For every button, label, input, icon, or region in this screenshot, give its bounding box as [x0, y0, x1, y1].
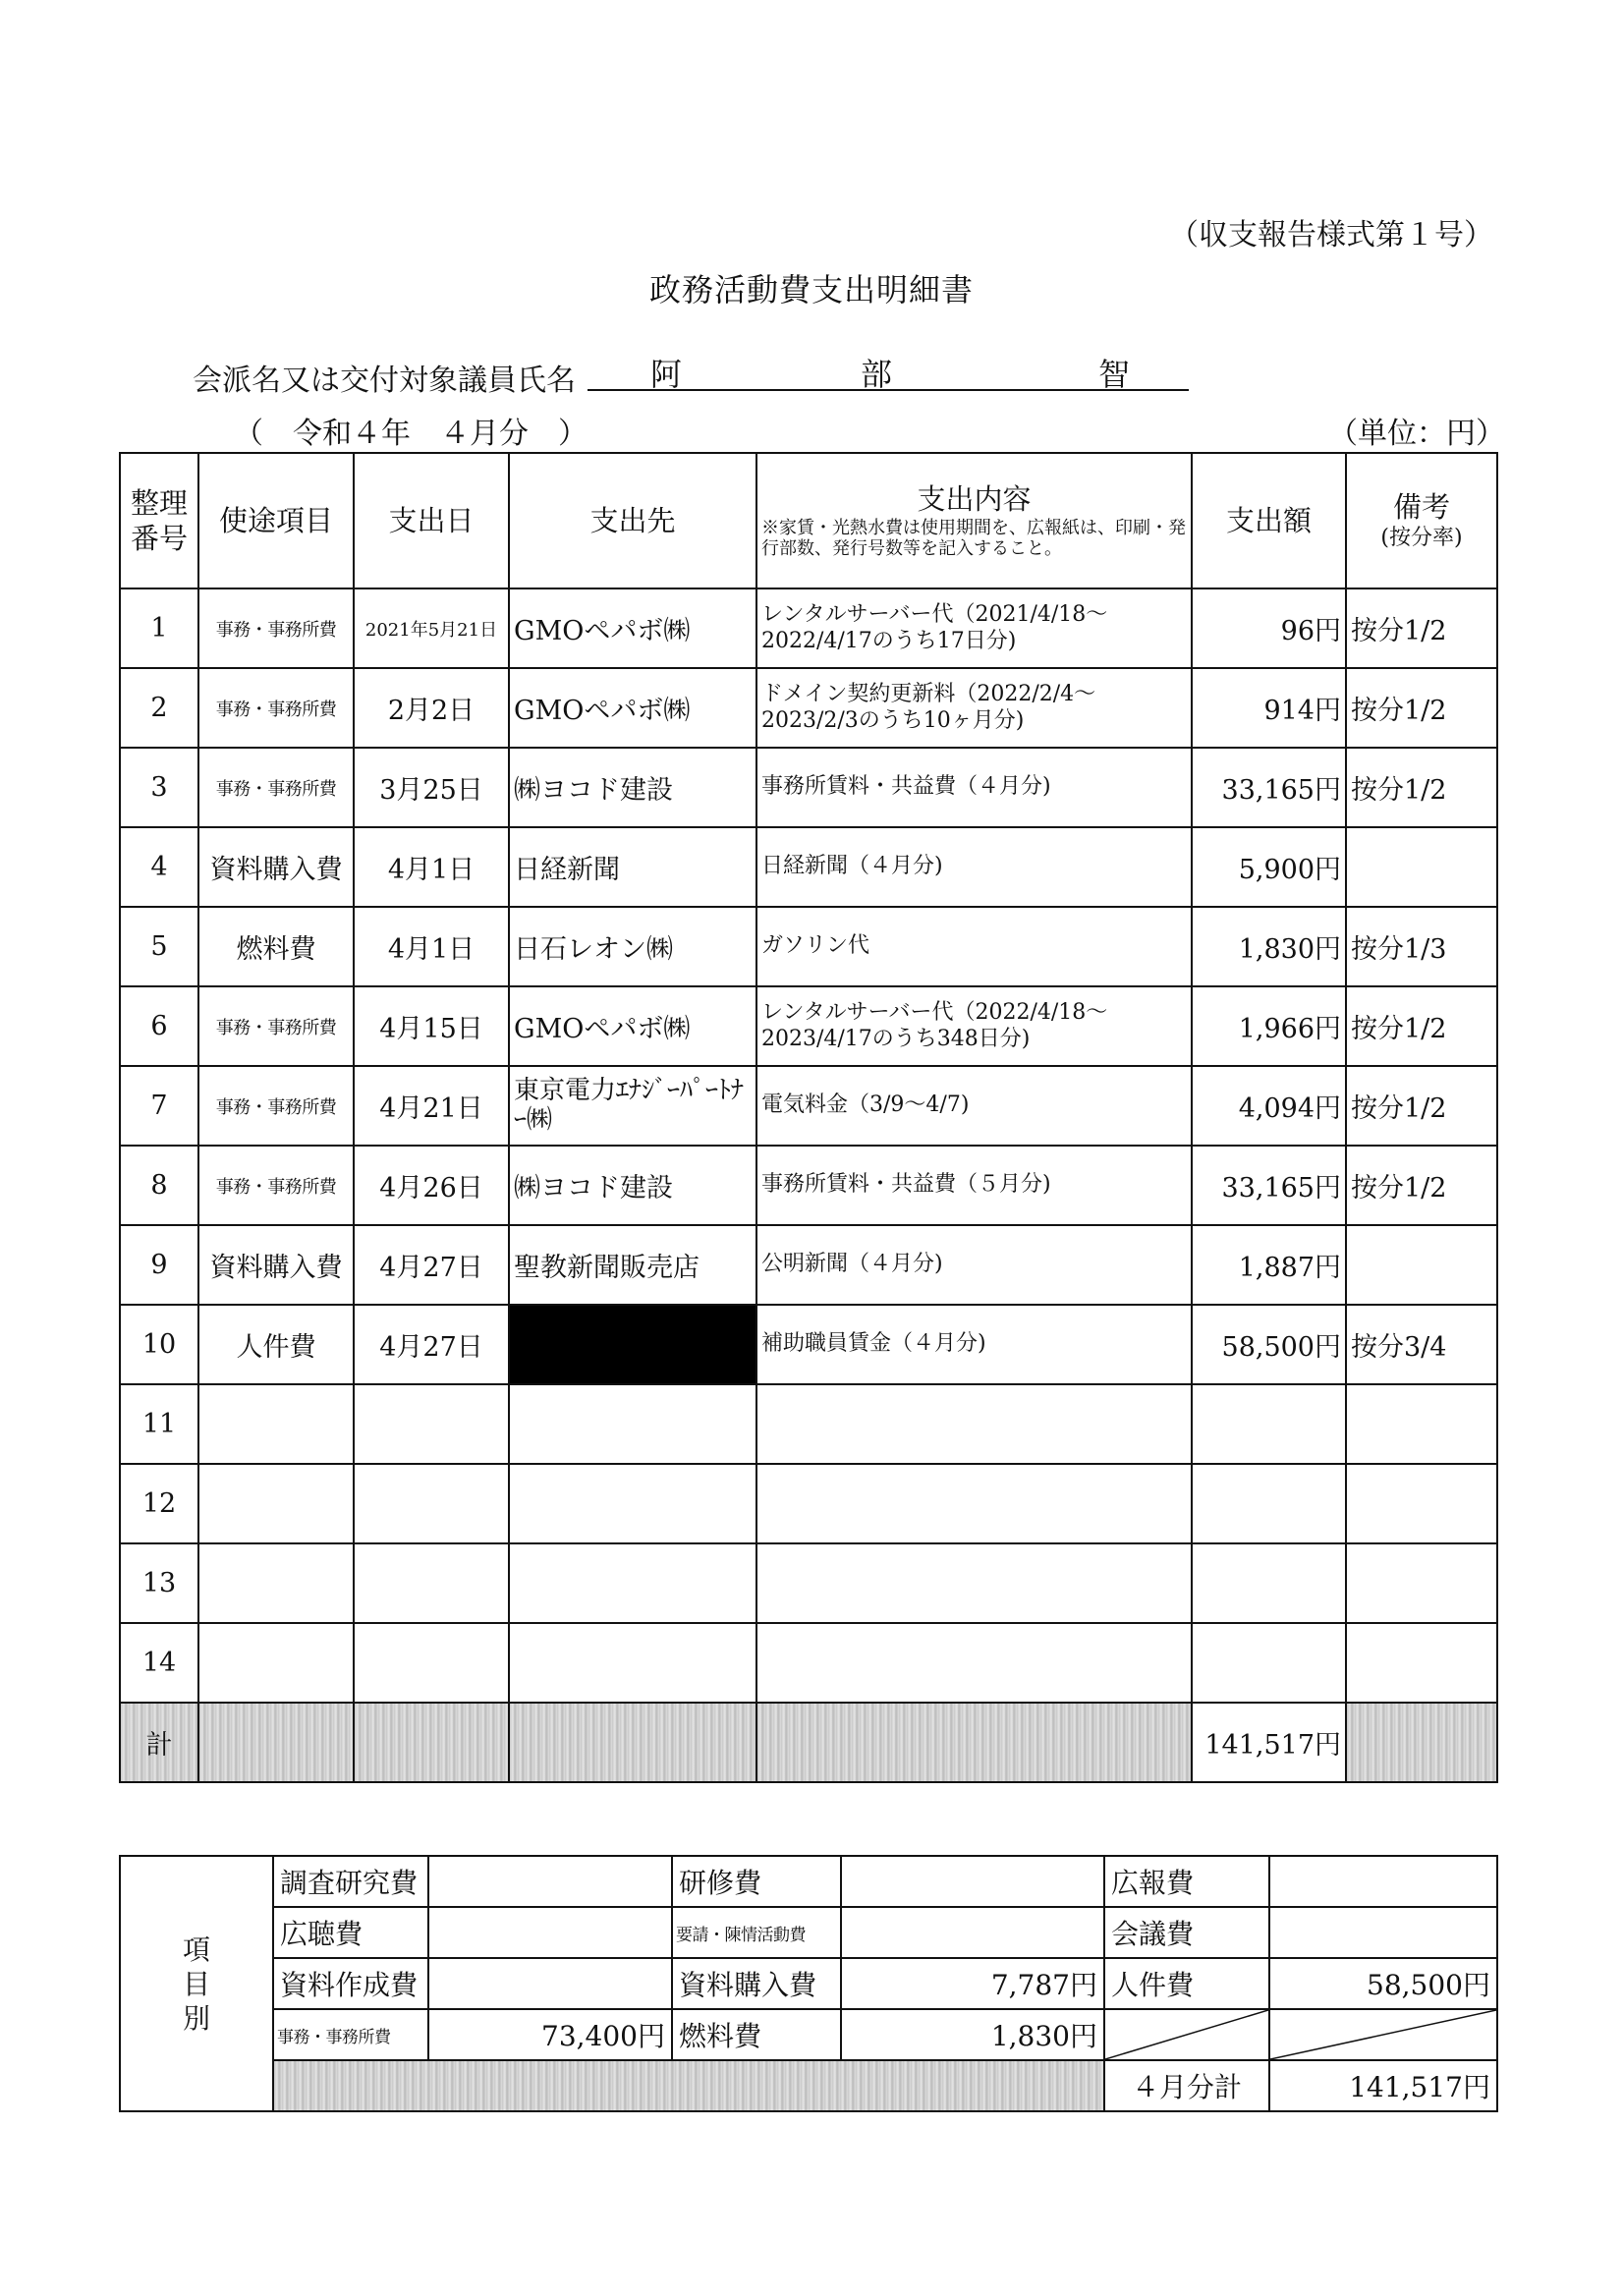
document-title: 政務活動費支出明細書: [648, 271, 974, 308]
unit-label: （単位：円）: [1328, 417, 1505, 451]
row-description: 補助職員賃金（４月分): [756, 1305, 1192, 1384]
diagonal-line: [1270, 2010, 1496, 2059]
row-description: [756, 1623, 1192, 1703]
table-row: [120, 588, 1497, 668]
category-label: 広聴費: [273, 1907, 428, 1958]
row-payee: [509, 1464, 756, 1543]
row-amount: 1,887円: [1192, 1225, 1346, 1305]
table-row: [120, 827, 1497, 907]
member-name-field: [588, 350, 1189, 391]
row-description: 事務所賃料・共益費（４月分): [756, 748, 1192, 827]
row-date: 3月25日: [354, 748, 509, 827]
category-value: [1269, 1907, 1497, 1958]
table-row: [120, 748, 1497, 827]
header-no: 整理番号: [120, 453, 198, 588]
row-date: [354, 1623, 509, 1703]
row-description: [756, 1543, 1192, 1623]
row-date: 4月1日: [354, 827, 509, 907]
row-description: レンタルサーバー代（2022/4/18～2023/4/17のうち348日分): [756, 986, 1192, 1066]
category-value: [428, 1958, 672, 2009]
diagonal-blank-cell: [1104, 2009, 1269, 2060]
row-purpose: 資料購入費: [198, 827, 354, 907]
total-amount: 141,517円: [1192, 1703, 1346, 1782]
row-purpose: 資料購入費: [198, 1225, 354, 1305]
category-label: 調査研究費: [273, 1856, 428, 1907]
category-label: 燃料費: [672, 2009, 841, 2060]
row-remarks: 按分1/2: [1346, 1146, 1497, 1225]
member-name-label: 会派名又は交付対象議員氏名: [193, 364, 576, 398]
row-date: [354, 1543, 509, 1623]
row-description: 公明新聞（４月分): [756, 1225, 1192, 1305]
row-remarks: [1346, 1543, 1497, 1623]
row-purpose: 事務・事務所費: [198, 588, 354, 668]
category-label: 人件費: [1104, 1958, 1269, 2009]
row-description: [756, 1464, 1192, 1543]
table-row: [120, 986, 1497, 1066]
category-value: 73,400円: [428, 2009, 672, 2060]
table-row: [120, 1384, 1497, 1464]
table-row: [120, 1146, 1497, 1225]
header-amount: 支出額: [1192, 453, 1346, 588]
row-description: 日経新聞（４月分): [756, 827, 1192, 907]
header-remarks: [1346, 453, 1497, 588]
row-number: 9: [120, 1225, 198, 1305]
category-label: 研修費: [672, 1856, 841, 1907]
header-description-title: 支出内容: [917, 482, 1032, 517]
redacted-payee: [509, 1305, 756, 1384]
row-purpose: 事務・事務所費: [198, 1146, 354, 1225]
shaded-cell: [756, 1703, 1192, 1782]
category-value: [428, 1907, 672, 1958]
total-row: [120, 1703, 1497, 1782]
row-payee: GMOペパボ㈱: [509, 668, 756, 748]
row-date: 4月27日: [354, 1305, 509, 1384]
header-payee: 支出先: [509, 453, 756, 588]
row-date: [354, 1384, 509, 1464]
row-date: 2月2日: [354, 668, 509, 748]
table-row: [120, 1066, 1497, 1146]
row-description: ドメイン契約更新料（2022/2/4～2023/2/3のうち10ヶ月分): [756, 668, 1192, 748]
row-remarks: 按分1/3: [1346, 907, 1497, 986]
row-number: 4: [120, 827, 198, 907]
row-purpose: [198, 1623, 354, 1703]
category-row-header-text: 項目別: [182, 1932, 210, 2035]
row-purpose: 事務・事務所費: [198, 986, 354, 1066]
row-purpose: 人件費: [198, 1305, 354, 1384]
row-purpose: 事務・事務所費: [198, 1066, 354, 1146]
row-number: 11: [120, 1384, 198, 1464]
category-label: 資料購入費: [672, 1958, 841, 2009]
shaded-cell: [273, 2060, 1104, 2111]
row-remarks: [1346, 1225, 1497, 1305]
expense-table: [119, 452, 1498, 1783]
row-number: 3: [120, 748, 198, 827]
row-date: 4月15日: [354, 986, 509, 1066]
header-remarks-title: 備考: [1392, 490, 1450, 525]
row-payee: GMOペパボ㈱: [509, 588, 756, 668]
category-value: 58,500円: [1269, 1958, 1497, 2009]
row-purpose: [198, 1384, 354, 1464]
row-amount: [1192, 1623, 1346, 1703]
row-remarks: [1346, 1464, 1497, 1543]
row-amount: 5,900円: [1192, 827, 1346, 907]
row-payee: [509, 1384, 756, 1464]
header-description: [756, 453, 1192, 588]
table-row: [120, 1464, 1497, 1543]
row-payee: [509, 1543, 756, 1623]
row-remarks: [1346, 1623, 1497, 1703]
row-description: レンタルサーバー代（2021/4/18～2022/4/17のうち17日分): [756, 588, 1192, 668]
row-amount: [1192, 1384, 1346, 1464]
row-remarks: 按分3/4: [1346, 1305, 1497, 1384]
shaded-cell: [198, 1703, 354, 1782]
row-amount: 1,966円: [1192, 986, 1346, 1066]
row-number: 5: [120, 907, 198, 986]
row-payee: GMOペパボ㈱: [509, 986, 756, 1066]
row-number: 6: [120, 986, 198, 1066]
table-row: [120, 668, 1497, 748]
member-name-char: 部: [861, 356, 893, 393]
row-remarks: 按分1/2: [1346, 986, 1497, 1066]
shaded-cell: [509, 1703, 756, 1782]
row-amount: 4,094円: [1192, 1066, 1346, 1146]
row-payee: ㈱ヨコド建設: [509, 748, 756, 827]
row-date: 4月21日: [354, 1066, 509, 1146]
header-remarks-sub: (按分率): [1380, 526, 1463, 551]
category-value: [841, 1856, 1104, 1907]
month-total-value: 141,517円: [1269, 2060, 1497, 2111]
row-payee: 日石レオン㈱: [509, 907, 756, 986]
row-number: 13: [120, 1543, 198, 1623]
row-number: 1: [120, 588, 198, 668]
row-remarks: 按分1/2: [1346, 1066, 1497, 1146]
row-payee: [509, 1623, 756, 1703]
row-purpose: 燃料費: [198, 907, 354, 986]
row-description: 電気料金（3/9～4/7): [756, 1066, 1192, 1146]
header-date: 支出日: [354, 453, 509, 588]
row-amount: 58,500円: [1192, 1305, 1346, 1384]
row-date: 4月1日: [354, 907, 509, 986]
row-number: 2: [120, 668, 198, 748]
row-number: 10: [120, 1305, 198, 1384]
row-date: [354, 1464, 509, 1543]
category-row-header: [120, 1856, 273, 2111]
row-remarks: 按分1/2: [1346, 668, 1497, 748]
row-description: 事務所賃料・共益費（５月分): [756, 1146, 1192, 1225]
row-amount: 33,165円: [1192, 748, 1346, 827]
category-summary-table: [119, 1855, 1498, 2112]
member-name-char: 智: [1098, 356, 1131, 393]
category-label: 資料作成費: [273, 1958, 428, 2009]
row-number: 7: [120, 1066, 198, 1146]
report-period: （ 令和４年 ４月分 ）: [234, 417, 588, 451]
category-value: [428, 1856, 672, 1907]
category-label: 広報費: [1104, 1856, 1269, 1907]
row-purpose: 事務・事務所費: [198, 668, 354, 748]
shaded-cell: [1346, 1703, 1497, 1782]
row-amount: 33,165円: [1192, 1146, 1346, 1225]
row-number: 8: [120, 1146, 198, 1225]
row-amount: [1192, 1543, 1346, 1623]
category-label: 会議費: [1104, 1907, 1269, 1958]
member-name-char: 阿: [650, 356, 683, 393]
row-description: [756, 1384, 1192, 1464]
header-purpose: 使途項目: [198, 453, 354, 588]
category-value: [1269, 1856, 1497, 1907]
category-label: 要請・陳情活動費: [672, 1907, 841, 1958]
row-remarks: [1346, 827, 1497, 907]
shaded-cell: [354, 1703, 509, 1782]
row-purpose: [198, 1464, 354, 1543]
row-date: 4月26日: [354, 1146, 509, 1225]
row-payee: 東京電力ｴﾅｼﾞｰﾊﾟｰﾄﾅｰ㈱: [509, 1066, 756, 1146]
row-amount: 914円: [1192, 668, 1346, 748]
row-payee: 日経新聞: [509, 827, 756, 907]
row-date: 2021年5月21日: [354, 588, 509, 668]
table-row: [120, 1623, 1497, 1703]
row-purpose: [198, 1543, 354, 1623]
category-value: 7,787円: [841, 1958, 1104, 2009]
row-amount: 1,830円: [1192, 907, 1346, 986]
category-value: [841, 1907, 1104, 1958]
row-payee: ㈱ヨコド建設: [509, 1146, 756, 1225]
table-header-row: [120, 453, 1497, 588]
total-label: 計: [120, 1703, 198, 1782]
table-row: [120, 1225, 1497, 1305]
table-row: [120, 1305, 1497, 1384]
month-total-label: ４月分計: [1104, 2060, 1269, 2111]
table-row: [120, 907, 1497, 986]
form-number: （収支報告様式第１号）: [1169, 218, 1493, 252]
category-label: 事務・事務所費: [273, 2009, 428, 2060]
row-number: 12: [120, 1464, 198, 1543]
row-date: 4月27日: [354, 1225, 509, 1305]
row-payee: 聖教新聞販売店: [509, 1225, 756, 1305]
row-amount: [1192, 1464, 1346, 1543]
category-value: 1,830円: [841, 2009, 1104, 2060]
row-remarks: [1346, 1384, 1497, 1464]
row-number: 14: [120, 1623, 198, 1703]
row-remarks: 按分1/2: [1346, 588, 1497, 668]
row-purpose: 事務・事務所費: [198, 748, 354, 827]
row-amount: 96円: [1192, 588, 1346, 668]
row-description: ガソリン代: [756, 907, 1192, 986]
diagonal-line: [1105, 2010, 1268, 2059]
row-remarks: 按分1/2: [1346, 748, 1497, 827]
header-description-note: ※家賃・光熱水費は使用期間を、広報紙は、印刷・発行部数、発行号数等を記入すること。: [761, 517, 1186, 560]
table-row: [120, 1543, 1497, 1623]
diagonal-blank-cell: [1269, 2009, 1497, 2060]
